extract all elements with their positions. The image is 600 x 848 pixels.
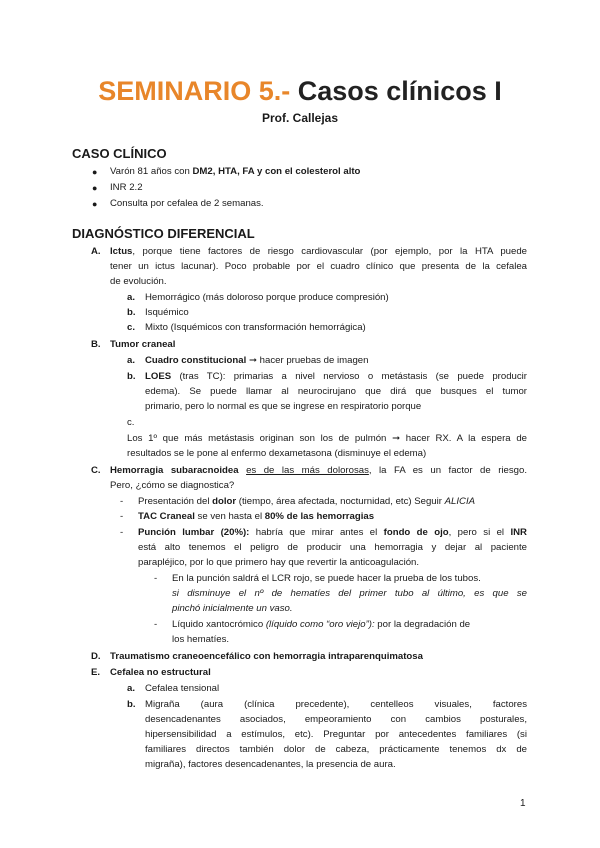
list-item: TAC Craneal se ven hasta el 80% de las hemorragias — [138, 511, 375, 522]
list-item: Hemorrágico (más doloroso porque produce compresión) — [145, 292, 389, 303]
list-item-heading: Traumatismo craneoencefálico con hemorragia intraparenquimatosa — [110, 651, 423, 662]
list-item: INR 2.2 — [110, 182, 143, 193]
paragraph-line: parapléjico, por lo que primero hay que revertir la anticoagulación. — [138, 557, 420, 568]
list-letter: B. — [91, 339, 101, 350]
bullet-icon: ● — [92, 167, 98, 177]
list-letter: c. — [127, 417, 135, 428]
dash-marker: - — [120, 496, 124, 507]
author: Prof. Callejas — [261, 111, 339, 125]
list-letter: D. — [91, 651, 101, 662]
paragraph-line: Ictus, porque tiene factores de riesgo cardiovascular (por ejemplo, por la HTA puede — [110, 246, 527, 257]
paragraph-line: pinchó inicialmente un vaso. — [172, 603, 293, 614]
paragraph-line: Hemorragia subaracnoidea es de las más dolorosas, la FA es un factor de riesgo. — [110, 465, 527, 476]
list-letter: E. — [91, 667, 101, 678]
list-letter: b. — [127, 699, 136, 710]
section-heading-diagnostico: DIAGNÓSTICO DIFERENCIAL — [72, 226, 255, 241]
list-item: Líquido xantocrómico (líquido como “oro viejo”): por la degradación de — [172, 619, 471, 630]
list-item-heading: Tumor craneal — [110, 339, 176, 350]
paragraph-line: edema). Se puede llamar al neurocirujano que dirá que busques el tumor — [145, 386, 527, 397]
paragraph-line: hipersensibilidad a estímulos, etc). Preguntar por antecedentes familiares (si — [145, 729, 527, 740]
paragraph-line: si disminuye el nº de hematíes del primer tubo al último, es que se — [172, 588, 527, 599]
list-letter: a. — [127, 355, 136, 366]
paragraph-line: está alto tenemos el peligro de producir una hemorragia y dejar al paciente — [138, 542, 527, 553]
dash-marker: - — [154, 619, 158, 630]
list-item-heading: Cefalea no estructural — [110, 667, 211, 678]
paragraph-line: los hematíes. — [172, 634, 230, 645]
list-item: Mixto (Isquémicos con transformación hemorrágica) — [145, 322, 366, 333]
list-item: Isquémico — [145, 307, 189, 318]
list-item: Varón 81 años con DM2, HTA, FA y con el colesterol alto — [110, 166, 361, 177]
list-letter: b. — [127, 371, 136, 382]
bullet-icon: ● — [92, 183, 98, 193]
list-letter: a. — [127, 292, 136, 303]
dash-marker: - — [120, 527, 124, 538]
list-letter: a. — [127, 683, 136, 694]
list-item: En la punción saldrá el LCR rojo, se puede hacer la prueba de los tubos. — [172, 573, 481, 584]
list-letter: b. — [127, 307, 136, 318]
dash-marker: - — [154, 573, 158, 584]
bullet-icon: ● — [92, 199, 98, 209]
paragraph-line: de evolución. — [110, 276, 167, 287]
paragraph-line: Punción lumbar (20%): habría que mirar antes el fondo de ojo, pero si el INR — [138, 527, 527, 538]
list-letter: C. — [91, 465, 101, 476]
list-item: Presentación del dolor (tiempo, área afectada, nocturnidad, etc) Seguir ALICIA — [138, 496, 476, 507]
page-number: 1 — [520, 798, 526, 809]
dash-marker: - — [120, 511, 124, 522]
page-title — [0, 74, 600, 108]
paragraph-line: Migraña (aura (clínica precedente), centelleos visuales, factores — [145, 699, 527, 710]
paragraph-line: familiares directos también dolor de cabeza, prácticamente tenemos dx de — [145, 744, 527, 755]
list-letter: c. — [127, 322, 136, 333]
paragraph-line: Pero, ¿cómo se diagnostica? — [110, 480, 235, 491]
paragraph-line: migraña), factores desencadenantes, la presencia de aura. — [145, 759, 396, 770]
title-seminar: SEMINARIO 5.- — [98, 76, 291, 106]
paragraph-line: primario, pero lo normal es que se ingrese en respiratorio porque — [145, 401, 422, 412]
paragraph-line: tener un ictus lacunar). Poco probable por el cuadro clínico que presenta de la cefalea — [110, 261, 527, 272]
list-letter: A. — [91, 246, 101, 257]
paragraph-line: resultados se le pone al enfermo dexametasona (disminuye el edema) — [127, 448, 427, 459]
list-item: Consulta por cefalea de 2 semanas. — [110, 198, 264, 209]
title-topic: Casos clínicos I — [290, 76, 502, 106]
list-item: Cuadro constitucional ➞ hacer pruebas de imagen — [145, 355, 369, 366]
paragraph-line: Los 1º que más metástasis originan son los de pulmón ➞ hacer RX. A la espera de — [127, 433, 527, 444]
paragraph-line: LOES (tras TC): primarias a nivel nervioso o metástasis (se puede producir — [145, 371, 527, 382]
paragraph-line: desencadenantes asociados, empeoramiento con cambios posturales, — [145, 714, 527, 725]
section-heading-caso: CASO CLÍNICO — [72, 146, 167, 161]
list-item: Cefalea tensional — [145, 683, 220, 694]
